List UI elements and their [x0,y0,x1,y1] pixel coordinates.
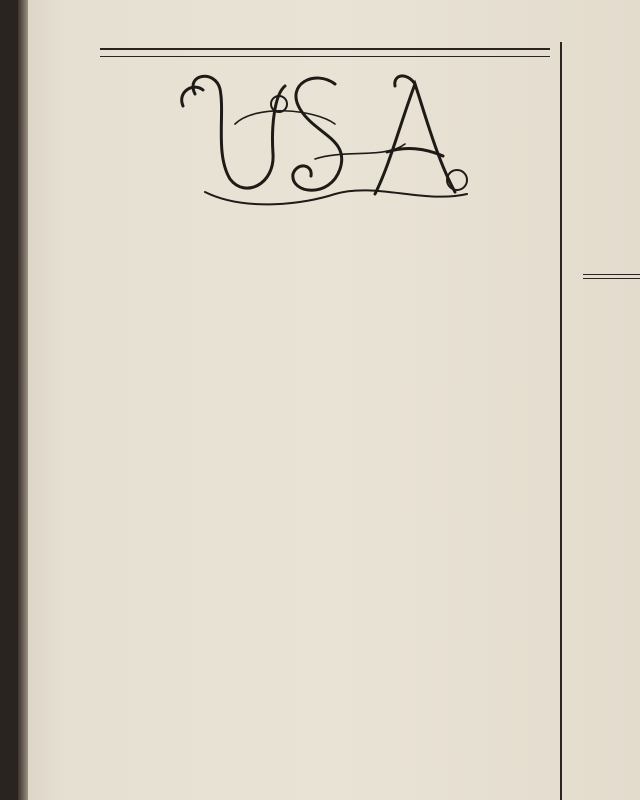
article-column [88,204,556,212]
column-divider [560,42,562,800]
adjacent-column-rule [583,274,640,279]
top-double-rule [100,48,550,57]
usa-monogram-ornament [175,64,475,212]
